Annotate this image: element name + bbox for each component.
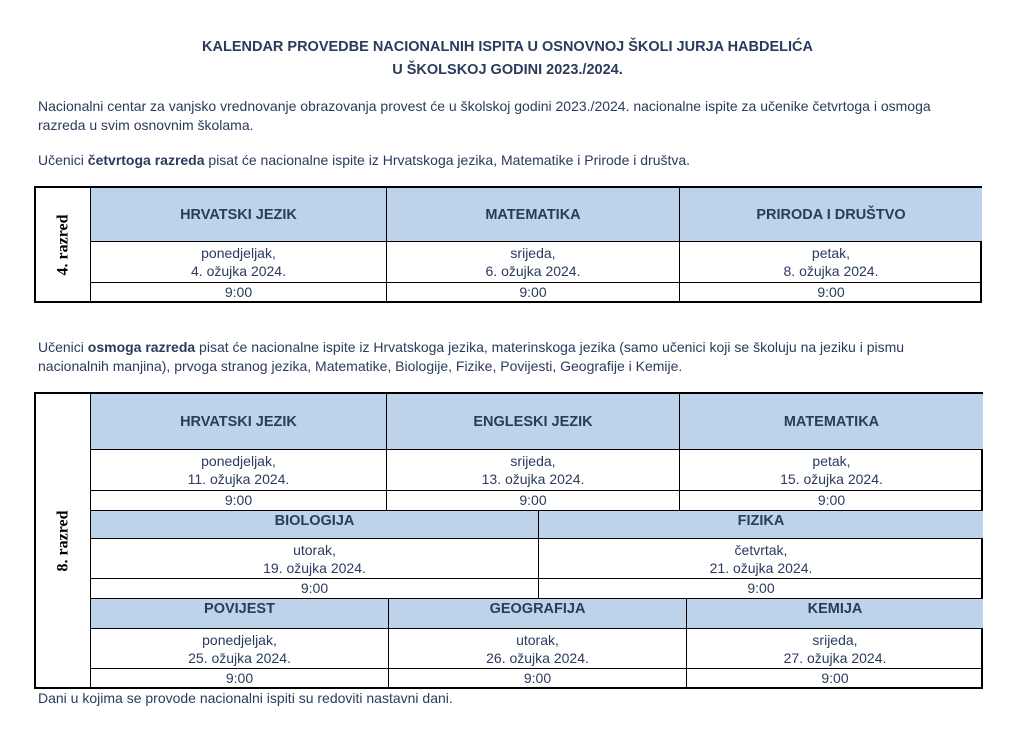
grade4-exam-time-cell: 9:00 xyxy=(386,282,679,303)
grade4-text-pre: Učenici xyxy=(38,152,88,168)
intro-line1: Nacionalni centar za vanjsko vrednovanje obrazovanja provest će u školskoj godini 2023./2024. nacionalne ispite za učenike četvrtoga i osmoga xyxy=(38,98,931,114)
footer-note: Dani u kojima se provode nacionalni ispiti su redoviti nastavni dani. xyxy=(38,690,453,706)
grade4-exam-time-cell: 9:00 xyxy=(679,282,982,303)
grade8-exam-date-cell: utorak, 26. ožujka 2024. xyxy=(388,628,686,668)
grade4-exam-date-cell: ponedjeljak, 4. ožujka 2024. xyxy=(90,241,386,282)
grade4-side-label: 4. razred xyxy=(54,213,72,276)
grade8-exam-date-cell: petak, 15. ožujka 2024. xyxy=(679,449,983,490)
grade4-exam-table xyxy=(34,186,982,303)
grade4-paragraph xyxy=(38,151,978,170)
grade8-exam-date-cell: ponedjeljak, 25. ožujka 2024. xyxy=(90,628,388,668)
grade8-exam-time-cell: 9:00 xyxy=(90,668,388,689)
grade4-subject-header: PRIRODA I DRUŠTVO xyxy=(679,188,982,241)
grade8-subject-header: POVIJEST xyxy=(90,598,388,628)
document-title-line1: KALENDAR PROVEDBE NACIONALNIH ISPITA U OSNOVNOJ ŠKOLI JURJA HABDELIĆA xyxy=(202,39,813,55)
grade8-line2: nacionalnih manjina), prvoga stranog jezika, Matematike, Biologije, Fizike, Povijesti, Geografije i Kemije. xyxy=(38,358,683,374)
grade8-exam-time-cell: 9:00 xyxy=(388,668,686,689)
grade8-side-label: 8. razred xyxy=(54,509,72,572)
grade4-exam-date-cell: petak, 8. ožujka 2024. xyxy=(679,241,982,282)
grade8-exam-date-cell: ponedjeljak, 11. ožujka 2024. xyxy=(90,449,386,490)
grade4-text-bold: četvrtoga razreda xyxy=(87,152,205,168)
grade8-exam-time-cell: 9:00 xyxy=(686,668,983,689)
grade8-subject-header: MATEMATIKA xyxy=(679,394,983,449)
grade4-exam-date-cell: srijeda, 6. ožujka 2024. xyxy=(386,241,679,282)
intro-line2: razreda u svim osnovnim školama. xyxy=(38,117,254,133)
grade4-subject-header: MATEMATIKA xyxy=(386,188,679,241)
grade8-exam-date-cell: srijeda, 27. ožujka 2024. xyxy=(686,628,983,668)
grade8-subject-header: KEMIJA xyxy=(686,598,983,628)
grade8-exam-time-cell: 9:00 xyxy=(90,578,538,598)
grade4-text-post: pisat će nacionalne ispite iz Hrvatskoga jezika, Matematike i Prirode i društva. xyxy=(204,152,691,168)
grade4-exam-time-cell: 9:00 xyxy=(90,282,386,303)
grade8-exam-time-cell: 9:00 xyxy=(386,490,679,510)
grade8-exam-date-cell: srijeda, 13. ožujka 2024. xyxy=(386,449,679,490)
grade8-subject-header: HRVATSKI JEZIK xyxy=(90,394,386,449)
grade4-subject-header: HRVATSKI JEZIK xyxy=(90,188,386,241)
grade8-paragraph xyxy=(38,338,978,376)
grade8-subject-header: FIZIKA xyxy=(538,510,983,538)
grade8-exam-date-cell: utorak, 19. ožujka 2024. xyxy=(90,538,538,578)
grade8-exam-time-cell: 9:00 xyxy=(538,578,983,598)
grade8-line1: Učenici osmoga razreda pisat će nacionalne ispite iz Hrvatskoga jezika, materinskoga jezika (samo učenici koji se školuju na jeziku i pismu xyxy=(38,339,905,355)
intro-paragraph xyxy=(38,97,978,135)
grade8-exam-table xyxy=(34,392,983,689)
document-title-line2: U ŠKOLSKOJ GODINI 2023./2024. xyxy=(392,62,623,78)
grade8-subject-header: BIOLOGIJA xyxy=(90,510,538,538)
grade8-exam-time-cell: 9:00 xyxy=(679,490,983,510)
grade8-subject-header: ENGLESKI JEZIK xyxy=(386,394,679,449)
grade8-exam-date-cell: četvrtak, 21. ožujka 2024. xyxy=(538,538,983,578)
grade8-exam-time-cell: 9:00 xyxy=(90,490,386,510)
grade8-subject-header: GEOGRAFIJA xyxy=(388,598,686,628)
